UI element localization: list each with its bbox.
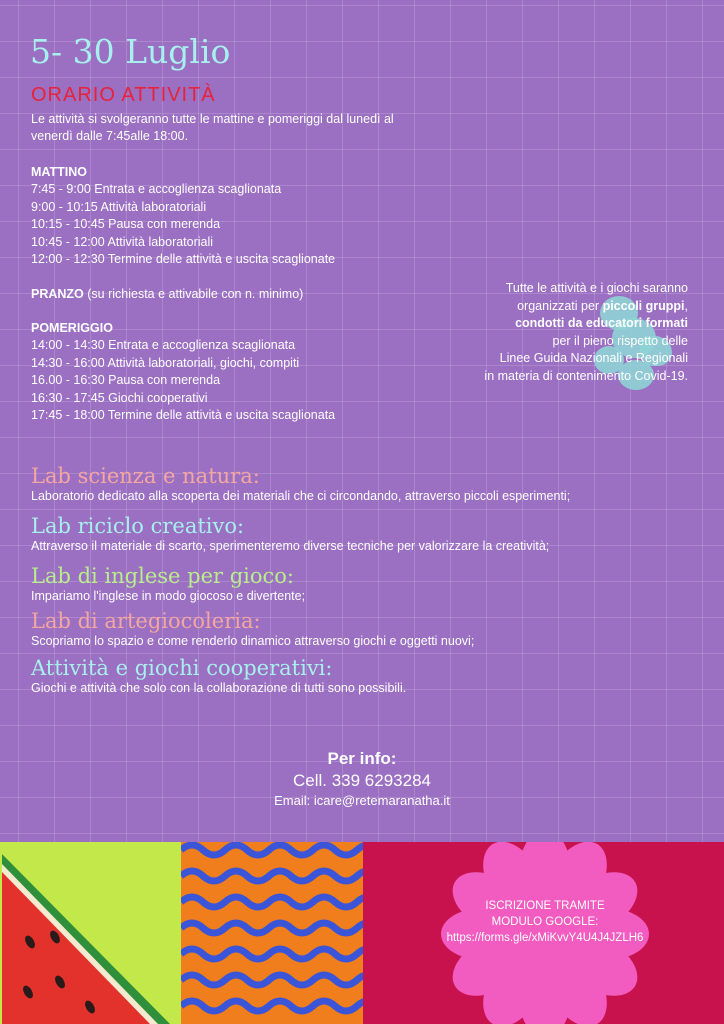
note-text: , [684,298,688,313]
note-bold: condotti da educatori formati [515,316,688,330]
waves-panel [181,842,363,1024]
lab-title: Lab di artegiocoleria: [31,609,261,633]
afternoon-title: POMERIGGIO [31,321,113,335]
lab-science [31,464,691,504]
watermelon-icon [0,842,181,1024]
lab-description: Giochi e attività che solo con la collaborazione di tutti sono possibili. [31,681,407,695]
lab-description: Impariamo l'inglese in modo giocoso e divertente; [31,589,306,603]
schedule-item: 17:45 - 18:00 Termine delle attività e uscita scaglionata [31,408,336,422]
waves-pattern-icon [181,842,363,1024]
phone-number[interactable]: Cell. 339 6293284 [292,771,431,790]
schedule-item: 14:30 - 16:00 Attività laboratoriali, giochi, compiti [31,355,300,370]
lab-recycling [31,514,691,554]
watermelon-panel [0,842,181,1024]
note-bold: piccoli gruppi [602,298,685,313]
morning-title: MATTINO [31,165,88,179]
note-line [440,298,688,316]
enroll-line: MODULO GOOGLE: [491,916,599,928]
safety-note [440,280,688,385]
schedule-item: 14:00 - 14:30 Entrata e accoglienza scaglionata [31,338,296,352]
lab-description: Laboratorio dedicato alla scoperta dei materiali che ci circondando, attraverso piccoli esperimenti; [31,489,571,503]
note-line: Linee Guida Nazionali e Regionali [499,351,688,365]
enrollment-info [420,898,670,946]
schedule-item: 16:30 - 17:45 Giochi cooperativi [31,390,208,405]
afternoon-schedule [31,320,451,425]
schedule-item: 12:00 - 12:30 Termine delle attività e uscita scaglionate [31,252,336,266]
lab-title: Lab riciclo creativo: [31,514,245,538]
intro-text: Le attività si svolgeranno tutte le mattine e pomeriggi dal lunedì al venerdì dalle 7:45alle 18:00. [31,112,394,143]
contact-info [0,748,724,810]
note-line: in materia di contenimento Covid-19. [484,368,688,383]
page-title: 5- 30 Luglio [30,32,231,71]
morning-schedule [31,164,451,269]
note-text: organizzati per [517,298,603,313]
enroll-line: ISCRIZIONE TRAMITE [485,900,605,912]
lab-title: Lab scienza e natura: [31,464,260,488]
lab-english [31,564,691,604]
schedule-item: 9:00 - 10:15 Attività laboratoriali [31,199,207,214]
lunch-note: (su richiesta e attivabile con n. minimo) [83,287,304,301]
lab-juggling [31,609,691,649]
lab-title: Attività e giochi cooperativi: [31,656,333,680]
lab-cooperative [31,656,691,696]
lab-description: Scopriamo lo spazio e come renderlo dinamico attraverso giochi e oggetti nuovi; [31,634,475,648]
schedule-item: 7:45 - 9:00 Entrata e accoglienza scaglionata [31,182,282,196]
note-line [440,315,688,333]
lunch-line [31,286,303,303]
email-address[interactable]: Email: icare@retemaranatha.it [274,793,450,808]
lab-title: Lab di inglese per gioco: [31,564,294,588]
lunch-title: PRANZO [31,287,84,301]
info-heading: Per info: [327,749,397,768]
schedule-item: 10:15 - 10:45 Pausa con merenda [31,217,221,231]
enroll-link[interactable]: https://forms.gle/xMiKvvY4U4J4JZLH6 [446,932,644,944]
note-line: per il pieno rispetto delle [552,333,688,348]
schedule-heading: ORARIO ATTIVITÀ [31,84,216,106]
schedule-item: 10:45 - 12:00 Attività laboratoriali [31,234,214,249]
schedule-item: 16.00 - 16:30 Pausa con merenda [31,373,221,387]
note-line: Tutte le attività e i giochi saranno [505,281,688,295]
lab-description: Attraverso il materiale di scarto, sperimenteremo diverse tecniche per valorizzare la creatività; [31,539,550,553]
